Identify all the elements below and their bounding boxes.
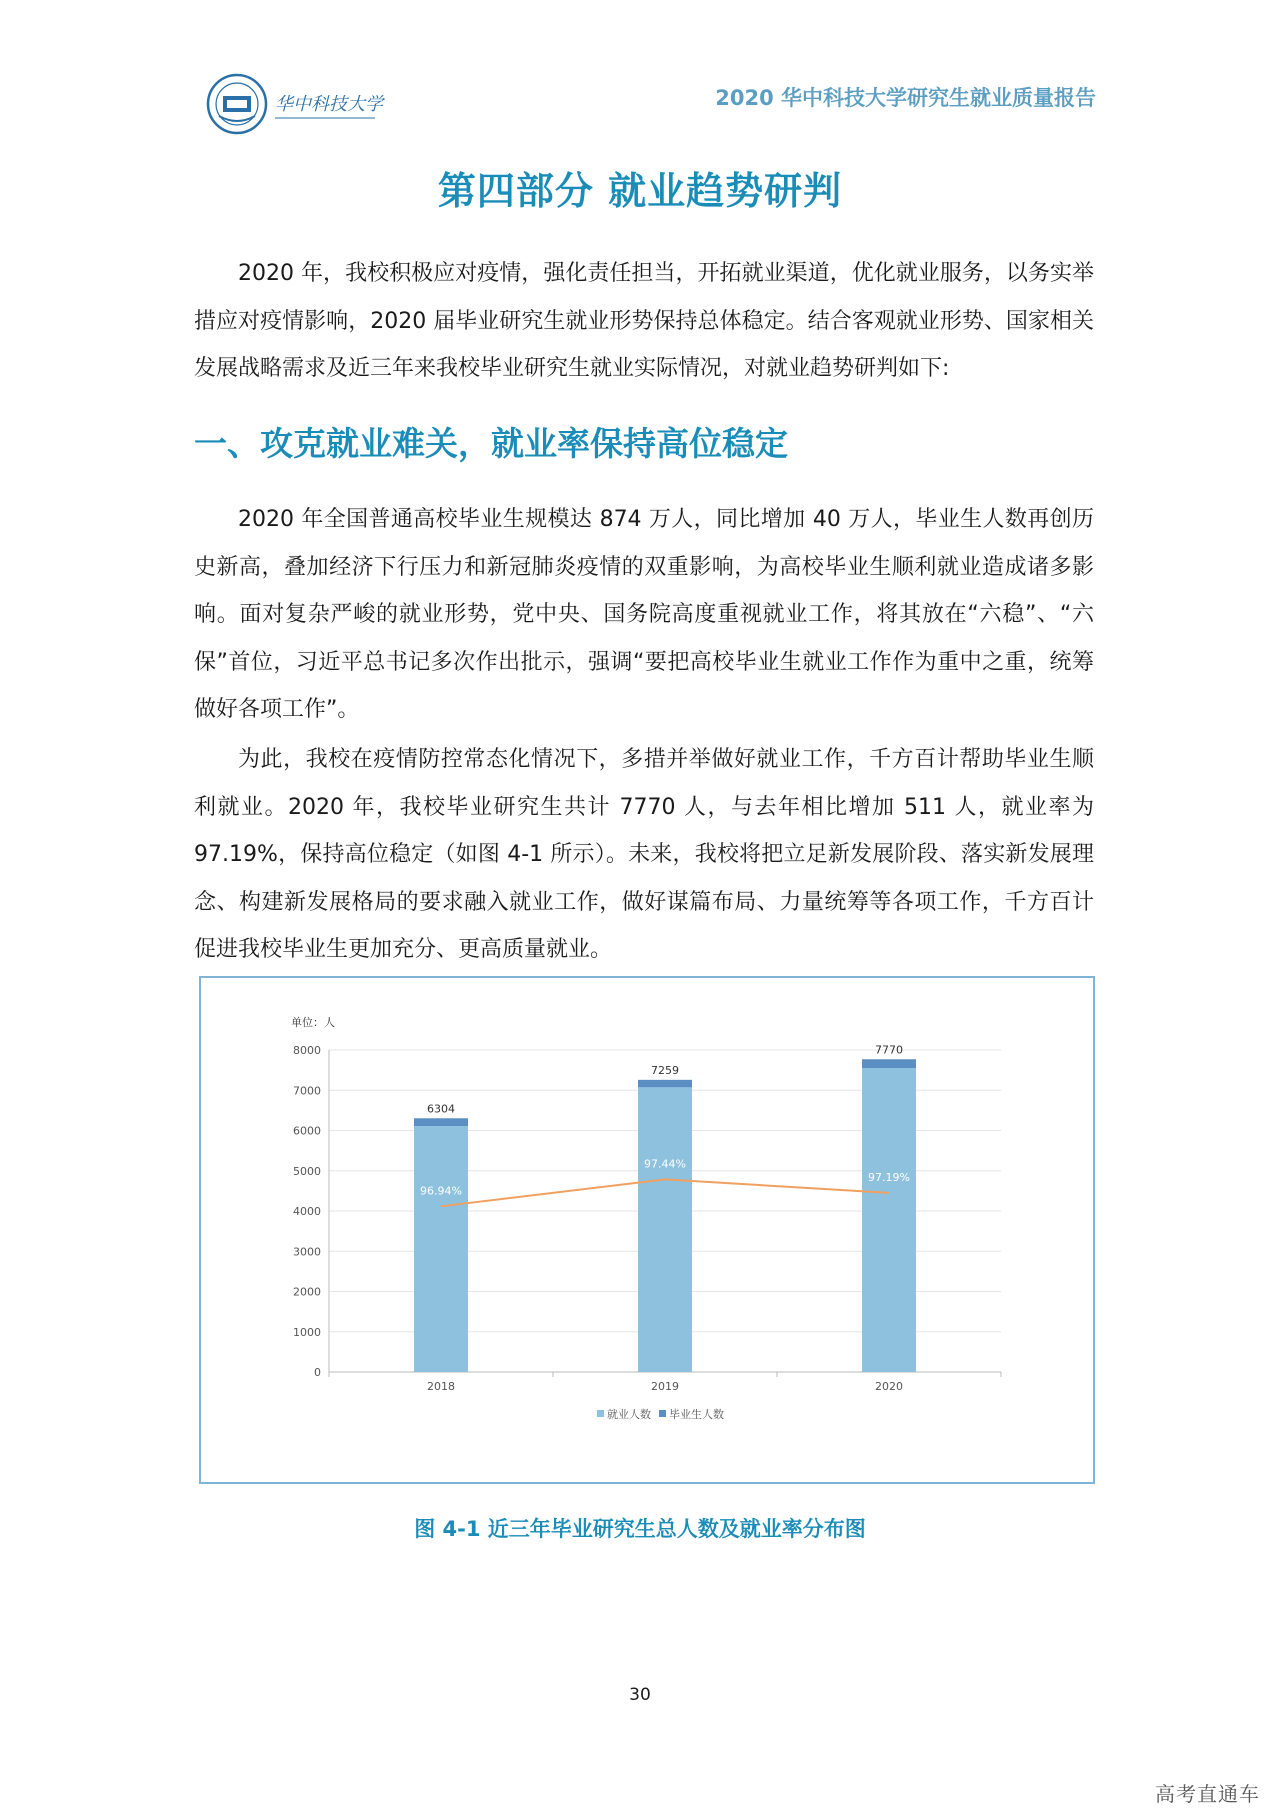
employment-chart	[199, 976, 1095, 1484]
rate-data-label: 97.19%	[868, 1170, 910, 1184]
figure-caption: 图 4-1 近三年毕业研究生总人数及就业率分布图	[414, 1517, 866, 1541]
x-tick-label: 2019	[651, 1380, 679, 1393]
legend-label: 毕业生人数	[669, 1408, 724, 1421]
rate-data-label: 97.44%	[644, 1157, 686, 1171]
total-data-label: 6304	[427, 1102, 455, 1116]
legend-label: 就业人数	[607, 1408, 651, 1421]
x-tick-label: 2020	[875, 1380, 903, 1393]
section-title: 第四部分 就业趋势研判	[437, 169, 843, 213]
logo-text: 华中科技大学	[275, 94, 383, 115]
y-tick-label: 7000	[293, 1084, 321, 1098]
y-tick-label: 8000	[293, 1044, 321, 1057]
chart-canvas	[201, 978, 1097, 1486]
legend-swatch	[597, 1410, 604, 1417]
y-tick-label: 4000	[293, 1205, 321, 1218]
y-tick-label: 3000	[293, 1245, 321, 1259]
x-tick-label: 2018	[427, 1380, 455, 1393]
total-data-label: 7259	[651, 1063, 679, 1077]
intro-paragraph: 2020 年，我校积极应对疫情，强化责任担当，开拓就业渠道，优化就业服务，以务实举措应对疫情影响，2020 届毕业研究生就业形势保持总体稳定。结合客观就业形势、国家相关发展战略需求及近三年来我校毕业研究生就业实际情况，对就业趋势研判如下:	[194, 261, 1094, 381]
legend-swatch	[659, 1410, 666, 1417]
bar-employed-2018	[414, 1126, 468, 1372]
rate-data-label: 96.94%	[420, 1184, 462, 1198]
y-tick-label: 0	[314, 1366, 321, 1379]
university-logo	[205, 72, 385, 136]
y-tick-label: 1000	[293, 1325, 321, 1339]
page-number: 30	[629, 1685, 651, 1705]
heading-employment-rate: 一、攻克就业难关，就业率保持高位稳定	[194, 424, 788, 463]
paragraph-national-situation: 2020 年全国普通高校毕业生规模达 874 万人，同比增加 40 万人，毕业生人数再创历史新高，叠加经济下行压力和新冠肺炎疫情的双重影响，为高校毕业生顺利就业造成诸多影响。面对复杂严峻的就业形势，党中央、国务院高度重视就业工作，将其放在“六稳”、“六保”首位，习近平总书记多次作出批示，强调“要把高校毕业生就业工作作为重中之重，统筹做好各项工作”。	[194, 507, 1094, 722]
watermark: 高考直通车	[1155, 1782, 1260, 1806]
total-data-label: 7770	[875, 1043, 903, 1057]
bar-employed-2019	[638, 1087, 692, 1372]
report-title: 2020 华中科技大学研究生就业质量报告	[715, 86, 1096, 110]
y-tick-label: 6000	[293, 1124, 321, 1138]
unit-label: 单位：人	[291, 1016, 335, 1029]
bar-total-2019	[638, 1080, 692, 1087]
bar-employed-2020	[862, 1068, 916, 1372]
y-tick-label: 5000	[293, 1164, 321, 1178]
bar-total-2018	[414, 1118, 468, 1126]
y-tick-label: 2000	[293, 1285, 321, 1299]
bar-total-2020	[862, 1059, 916, 1068]
paragraph-school-measures: 为此，我校在疫情防控常态化情况下，多措并举做好就业工作，千方百计帮助毕业生顺利就业。2020 年，我校毕业研究生共计 7770 人，与去年相比增加 511 人，就业率为 97.19%，保持高位稳定（如图 4-1 所示）。未来，我校将把立足新发展阶段、落实新发展理念、构建新发展格局的要求融入就业工作，做好谋篇布局、力量统筹等各项工作，千方百计促进我校毕业生更加充分、更高质量就业。	[194, 747, 1094, 962]
